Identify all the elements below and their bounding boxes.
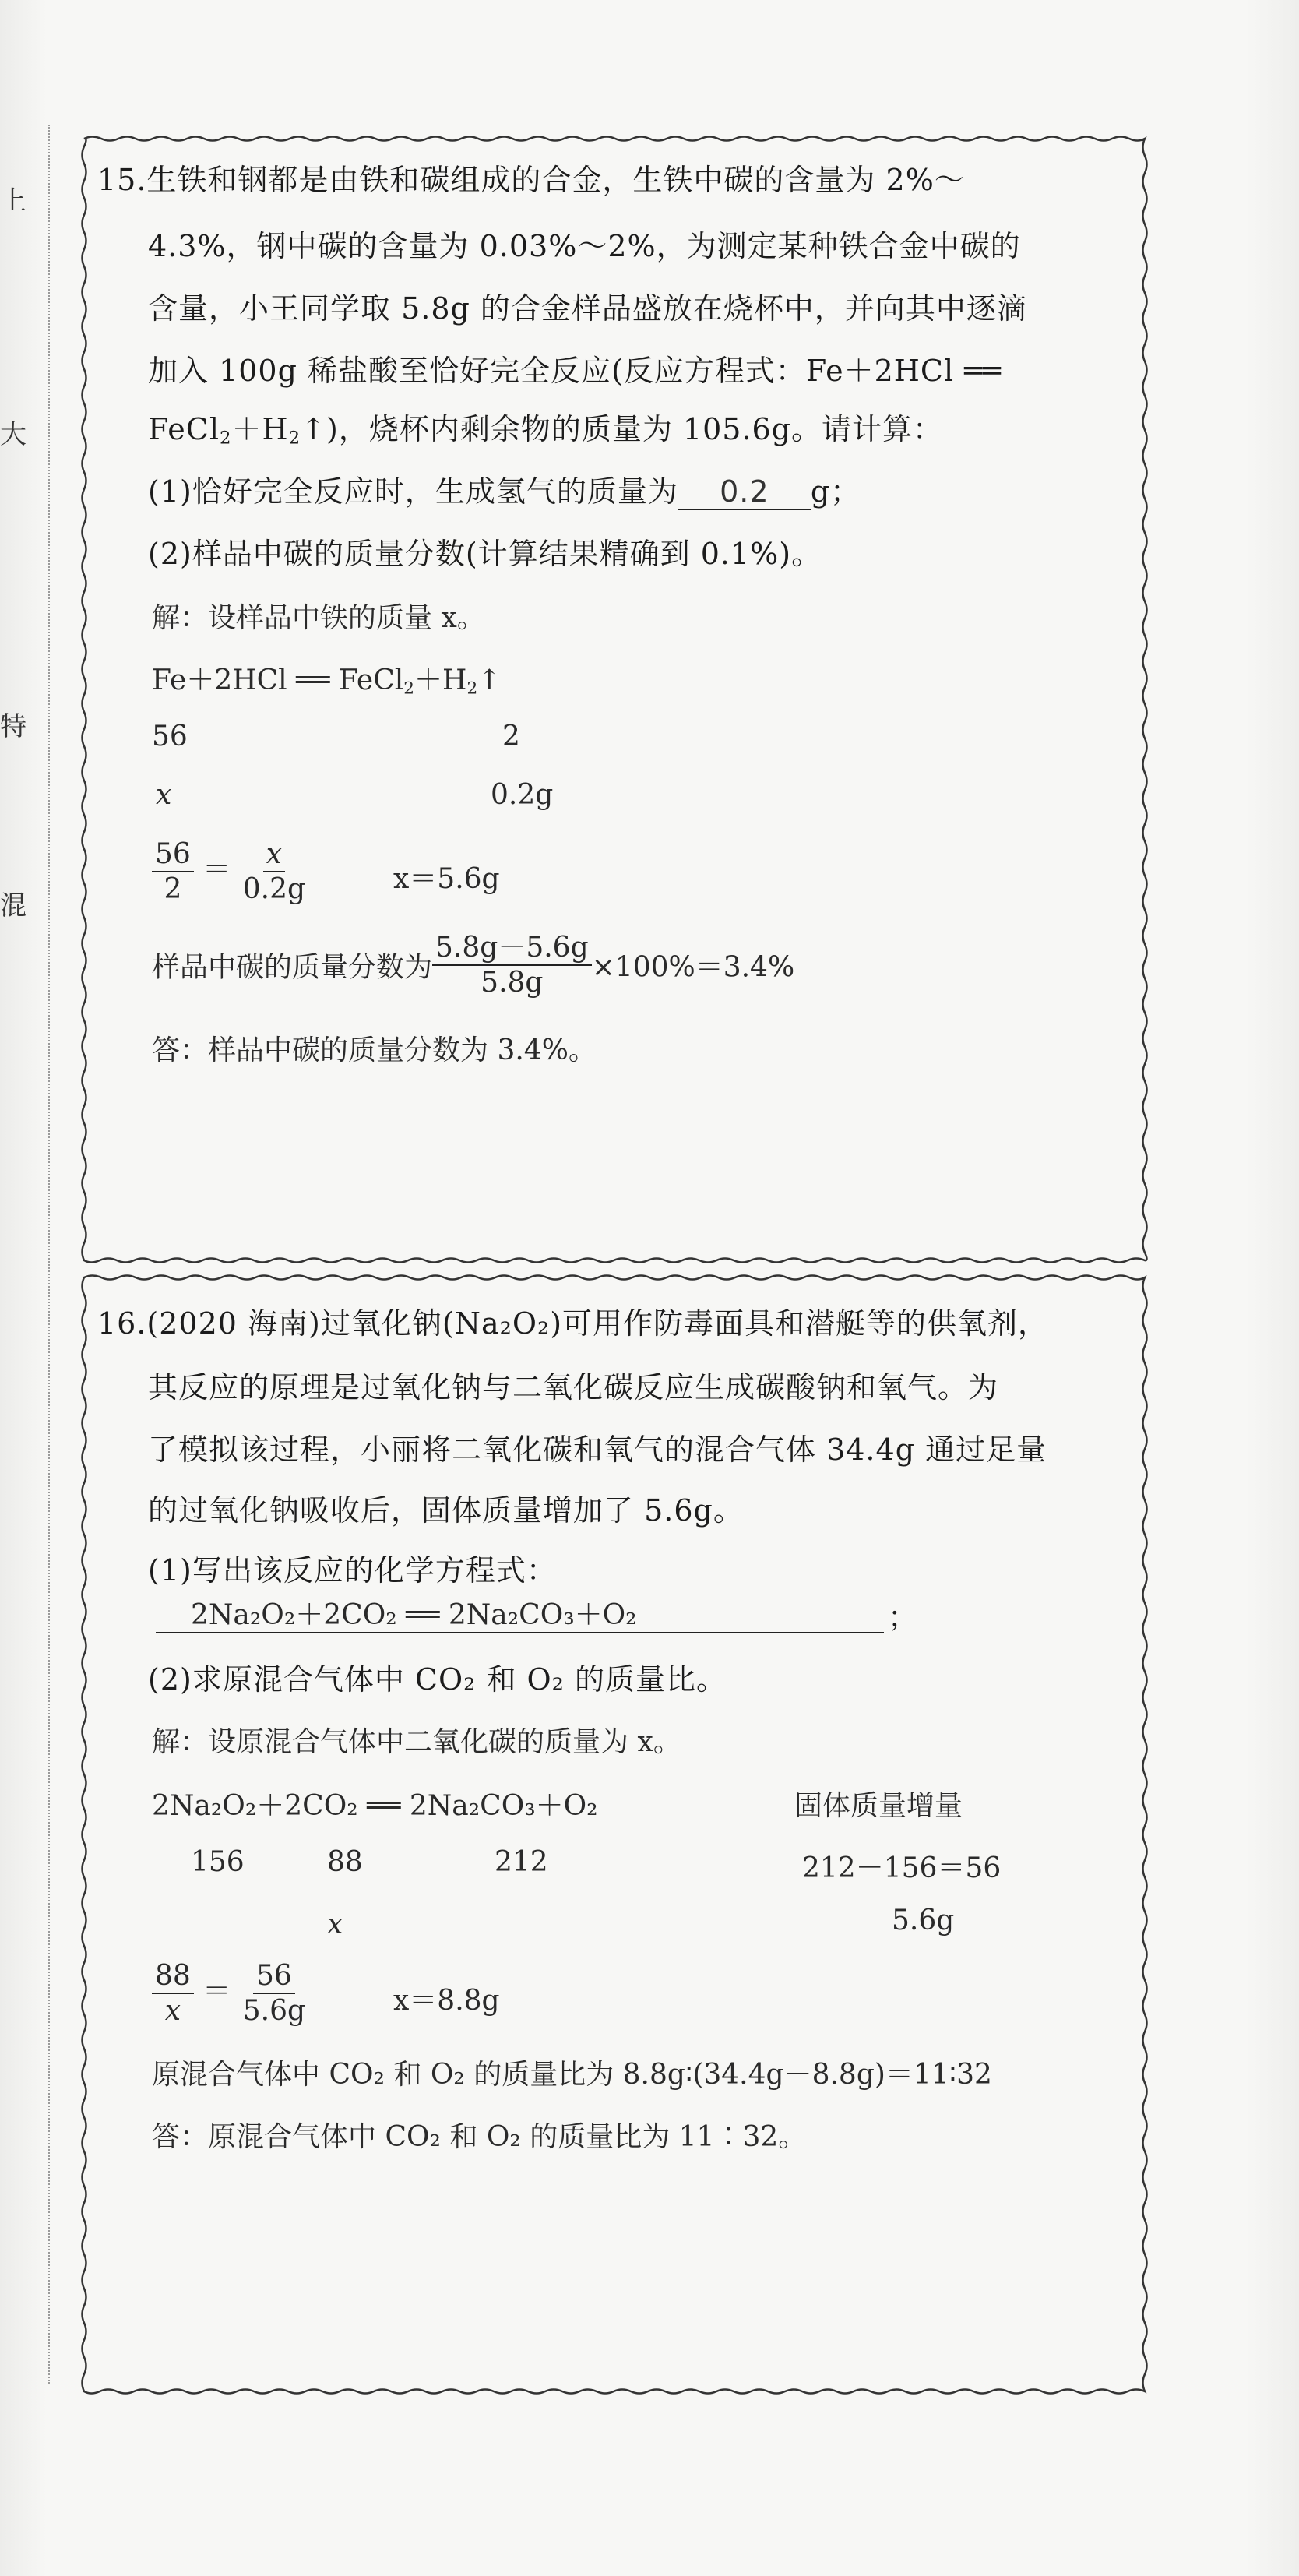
q15-percentage: 样品中碳的质量分数为 $\frac{5.8g-5.6g}{5.8g}$ ×100%＝3.4% — [152, 932, 795, 999]
q15-line-2: 4.3%，钢中碳的含量为 0.03%～2%，为测定某种铁合金中碳的 — [148, 229, 1021, 263]
margin-fragment: 大 — [0, 419, 26, 450]
q15-line-4: 加入 100g 稀盐酸至恰好完全反应(反应方程式：Fe＋2HCl ══ — [148, 354, 1002, 388]
q16-increase-label: 固体质量增量 — [794, 1790, 963, 1822]
q16-equation-answer[interactable]: 2Na₂O₂＋2CO₂ ══ 2Na₂CO₃＋O₂ — [191, 1599, 637, 1631]
q16-line-2: 其反应的原理是过氧化钠与二氧化碳反应生成碳酸钠和氧气。为 — [148, 1370, 999, 1404]
q16-increase-value: 5.6g — [892, 1905, 955, 1936]
q15-h2-mass: 0.2g — [491, 779, 554, 811]
q16-mass-co2: 88 — [327, 1846, 363, 1878]
q16-line-3: 了模拟该过程，小丽将二氧化碳和氧气的混合气体 34.4g 通过足量 — [148, 1432, 1047, 1467]
q15-solution-intro: 解：设样品中铁的质量 x。 — [152, 602, 485, 634]
q15-line-3: 含量，小王同学取 5.8g 的合金样品盛放在烧杯中，并向其中逐滴 — [148, 291, 1027, 326]
q15-molar-mass-fe: 56 — [152, 721, 188, 752]
q15-answer-blank[interactable]: 0.2 — [678, 474, 811, 510]
q16-subquestion-1: (1)写出该反应的化学方程式： — [148, 1553, 557, 1588]
q15-x-result: x＝5.6g — [393, 863, 500, 895]
q16-mass-diff: 212－156＝56 — [802, 1852, 1002, 1884]
q15-line-5: $FeCl_2+H_2↑$)，烧杯内剩余物的质量为 105.6g。请计算： — [148, 412, 944, 449]
q16-answer: 答：原混合气体中 CO₂ 和 O₂ 的质量比为 11∶32。 — [152, 2121, 807, 2153]
q16-solution-intro: 解：设原混合气体中二氧化碳的质量为 x。 — [152, 1726, 681, 1758]
q15-molar-mass-h2: 2 — [502, 721, 520, 752]
q15-subquestion-1: (1)恰好完全反应时，生成氢气的质量为 0.2 g； — [148, 474, 861, 509]
q16-proportion: $\frac{88}{x}$ ＝ $\frac{56}{5.6g}$ — [152, 1959, 308, 2028]
q16-ratio-line: 原混合气体中 CO₂ 和 O₂ 的质量比为 8.8g∶(34.4g－8.8g)＝11∶32 — [152, 2059, 992, 2091]
q16-x-result: x＝8.8g — [393, 1985, 500, 2017]
q15-line-1: 15.生铁和钢都是由铁和碳组成的合金，生铁中碳的含量为 2%～ — [97, 163, 965, 197]
q16-answer-end: ； — [888, 1600, 919, 1634]
q16-mass-na2o2: 156 — [191, 1846, 245, 1878]
q15-proportion: $\frac{56}{2}$ ＝ $\frac{x}{0.2g}$ — [152, 837, 308, 906]
q15-subquestion-2: (2)样品中碳的质量分数(计算结果精确到 0.1%)。 — [148, 537, 822, 571]
q15-answer: 答：样品中碳的质量分数为 3.4%。 — [152, 1034, 597, 1066]
margin-fragment: 混 — [0, 890, 26, 922]
q16-mass-na2co3: 212 — [495, 1846, 548, 1878]
margin-fragment: 特 — [0, 711, 26, 742]
q15-equation: Fe＋2HCl ══ $FeCl_2+H_2↑$ — [152, 664, 502, 699]
margin-fragment: 上 — [0, 185, 26, 217]
q16-unknown-x: x — [327, 1908, 343, 1940]
q16-answer-underline — [156, 1632, 884, 1633]
q16-equation: 2Na₂O₂＋2CO₂ ══ 2Na₂CO₃＋O₂ — [152, 1790, 598, 1822]
q16-line-4: 的过氧化钠吸收后，固体质量增加了 5.6g。 — [148, 1493, 744, 1528]
q15-unknown-x: x — [156, 779, 172, 811]
q16-line-1: 16.(2020 海南)过氧化钠(Na₂O₂)可用作防毒面具和潜艇等的供氧剂， — [97, 1306, 1049, 1341]
q16-subquestion-2: (2)求原混合气体中 CO₂ 和 O₂ 的质量比。 — [148, 1662, 727, 1697]
